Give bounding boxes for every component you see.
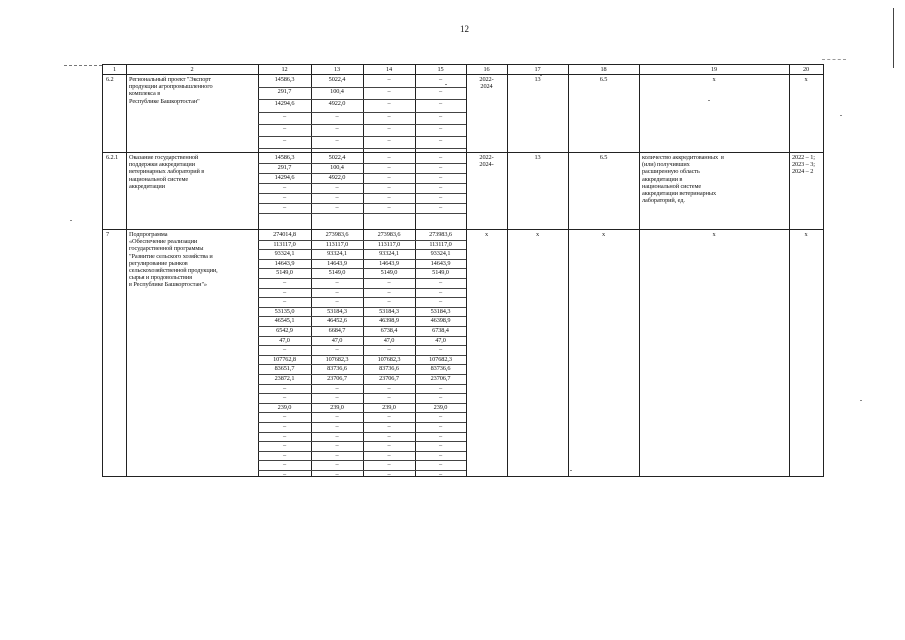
cell-c17: 13 xyxy=(534,76,541,83)
header-cell: 13 xyxy=(333,66,341,73)
value-cell: 113117,0 xyxy=(377,240,401,248)
scan-speck xyxy=(70,220,72,221)
value-cell: – xyxy=(438,288,443,296)
value-cell: – xyxy=(335,471,339,478)
value-cell: – xyxy=(335,423,339,430)
value-cell: 273983,6 xyxy=(377,231,401,238)
value-cell: – xyxy=(282,279,287,286)
value-cell: – xyxy=(282,384,287,392)
value-cell: 23872,1 xyxy=(274,375,295,382)
value-cell: – xyxy=(335,384,339,392)
value-cell: – xyxy=(335,442,339,450)
value-cell: – xyxy=(335,137,339,144)
value-cell: – xyxy=(387,154,391,161)
value-cell: 93324,1 xyxy=(430,250,451,258)
header-cell: 19 xyxy=(710,66,718,73)
cell-c17: х xyxy=(535,231,540,238)
value-cell: 14294,6 xyxy=(274,174,295,181)
value-cell: 239,0 xyxy=(433,403,448,411)
value-cell: – xyxy=(387,76,391,83)
cell-c18: х xyxy=(601,231,606,238)
row-separator xyxy=(103,229,823,230)
value-cell: – xyxy=(282,298,287,306)
value-cell: 100,4 xyxy=(330,164,344,171)
value-cell: 47,0 xyxy=(331,336,343,344)
scan-dash-right xyxy=(822,59,846,60)
value-cell: – xyxy=(282,346,287,354)
value-cell: – xyxy=(387,442,391,450)
value-cell: – xyxy=(438,174,443,181)
value-cell: 239,0 xyxy=(382,403,396,411)
value-cell: 14643,9 xyxy=(430,259,451,267)
scan-speck xyxy=(540,75,542,76)
row-separator xyxy=(103,152,823,153)
row-number: 6.2 xyxy=(106,76,114,83)
header-bottom-line xyxy=(103,74,823,75)
value-cell: – xyxy=(387,432,391,440)
value-cell: – xyxy=(438,164,443,171)
subrow-line xyxy=(258,213,466,214)
value-cell: – xyxy=(282,204,287,211)
value-cell: – xyxy=(438,184,443,191)
value-cell: – xyxy=(387,451,391,459)
value-cell: 47,0 xyxy=(383,336,395,344)
value-cell: 107762,8 xyxy=(273,355,296,363)
value-cell: 239,0 xyxy=(330,403,344,411)
value-cell: 83651,7 xyxy=(274,365,295,373)
header-cell: 1 xyxy=(112,66,117,73)
value-cell: 14586,3 xyxy=(274,154,295,161)
value-cell: 14643,9 xyxy=(379,259,399,267)
value-cell: – xyxy=(335,394,339,402)
value-cell: – xyxy=(438,346,443,354)
value-cell: – xyxy=(387,394,391,402)
header-cell: 15 xyxy=(437,66,444,73)
value-cell: 100,4 xyxy=(330,88,344,96)
value-cell: 273983,6 xyxy=(429,231,452,238)
value-cell: 274014,8 xyxy=(273,231,296,238)
value-cell: – xyxy=(387,298,391,306)
value-cell: 273983,6 xyxy=(325,231,349,238)
header-cell: 17 xyxy=(534,66,541,73)
value-cell: – xyxy=(335,194,339,201)
scan-edge-mark xyxy=(893,8,894,68)
value-cell: – xyxy=(335,204,339,211)
value-cell: 239,0 xyxy=(277,403,292,411)
value-cell: – xyxy=(438,413,443,421)
value-cell: – xyxy=(438,394,443,402)
value-cell: 47,0 xyxy=(435,336,446,344)
cell-c17: 13 xyxy=(534,154,541,161)
cell-c19: количество аккредитованных в (или) получивших расширенную область аккредитации в национальной системе аккредитации ветеринарных лабораторий, ед. xyxy=(642,154,724,205)
cell-c16: 2022- 2024 xyxy=(479,76,494,91)
header-cell: 20 xyxy=(802,66,810,73)
value-cell: 93324,1 xyxy=(274,250,295,258)
column-line xyxy=(507,65,508,477)
row-title: Региональный проект "Экспорт продукции агропромышленного комплекса в Республике Башкортостан" xyxy=(129,76,213,105)
column-line xyxy=(639,65,640,477)
value-cell: – xyxy=(438,298,443,306)
value-cell: – xyxy=(282,112,287,120)
value-cell: 83736,6 xyxy=(327,365,347,373)
column-line xyxy=(126,65,127,477)
header-cell: 2 xyxy=(190,66,194,73)
value-cell: 291,7 xyxy=(277,88,292,96)
value-cell: – xyxy=(438,112,443,120)
value-cell: 5022,4 xyxy=(328,76,346,83)
column-line xyxy=(466,65,467,477)
cell-c16: х xyxy=(484,231,489,238)
value-cell: – xyxy=(387,88,391,96)
value-cell: 53184,3 xyxy=(379,307,399,315)
value-cell: – xyxy=(387,112,391,120)
cell-c18: 6.5 xyxy=(599,76,608,83)
value-cell: – xyxy=(438,451,443,459)
value-cell: 23706,7 xyxy=(379,375,399,382)
value-cell: 113117,0 xyxy=(273,240,296,248)
value-cell: 46452,6 xyxy=(327,317,347,325)
value-cell: 53184,3 xyxy=(327,307,347,315)
value-cell: – xyxy=(438,204,443,211)
value-cell: – xyxy=(387,384,391,392)
value-cell: – xyxy=(282,124,287,132)
value-cell: – xyxy=(282,451,287,459)
page-number: 12 xyxy=(460,24,469,34)
value-cell: 6738,4 xyxy=(432,327,449,334)
value-cell: – xyxy=(282,432,287,440)
header-cell: 14 xyxy=(385,66,393,73)
value-cell: – xyxy=(335,124,339,132)
scan-dash-left xyxy=(64,65,102,66)
value-cell: – xyxy=(438,194,443,201)
value-cell: – xyxy=(335,184,339,191)
value-cell: – xyxy=(438,384,443,392)
value-cell: – xyxy=(387,288,391,296)
value-cell: – xyxy=(335,279,339,286)
value-cell: 46545,1 xyxy=(274,317,295,325)
value-cell: 14643,9 xyxy=(274,259,295,267)
value-cell: – xyxy=(335,413,339,421)
value-cell: – xyxy=(282,423,287,430)
value-cell: – xyxy=(438,442,443,450)
value-cell: 46398,9 xyxy=(430,317,451,325)
value-cell: – xyxy=(387,279,391,286)
value-cell: – xyxy=(387,137,391,144)
value-cell: – xyxy=(282,137,287,144)
value-cell: – xyxy=(335,346,339,354)
cell-c16: 2022- 2024- xyxy=(479,154,494,169)
column-line xyxy=(789,65,790,477)
value-cell: 23706,7 xyxy=(430,375,451,382)
value-cell: 14586,3 xyxy=(274,76,295,83)
value-cell: – xyxy=(438,100,443,108)
value-cell: – xyxy=(387,164,391,171)
value-cell: 53184,3 xyxy=(430,307,451,315)
value-cell: – xyxy=(282,471,287,478)
value-cell: – xyxy=(387,461,391,469)
value-cell: – xyxy=(438,279,443,286)
value-cell: – xyxy=(282,184,287,191)
value-cell: – xyxy=(438,154,443,161)
value-cell: – xyxy=(335,298,339,306)
value-cell: – xyxy=(282,413,287,421)
cell-c18: 6.5 xyxy=(599,154,608,161)
value-cell: 46398,9 xyxy=(379,317,399,325)
cell-c19: х xyxy=(712,231,716,238)
value-cell: – xyxy=(438,124,443,132)
value-cell: – xyxy=(387,100,391,108)
scan-speck xyxy=(708,100,710,101)
budget-table xyxy=(102,64,824,477)
scan-speck xyxy=(570,470,572,471)
value-cell: 4922,0 xyxy=(328,174,346,181)
value-cell: – xyxy=(387,204,391,211)
value-cell: – xyxy=(387,124,391,132)
header-cell: 12 xyxy=(281,66,288,73)
value-cell: 23706,7 xyxy=(327,375,347,382)
value-cell: 113117,0 xyxy=(325,240,349,248)
value-cell: – xyxy=(387,423,391,430)
column-line xyxy=(568,65,569,477)
value-cell: 83736,6 xyxy=(430,365,451,373)
value-cell: – xyxy=(387,184,391,191)
value-cell: – xyxy=(282,194,287,201)
value-cell: 291,7 xyxy=(277,164,292,171)
value-cell: – xyxy=(335,461,339,469)
header-cell: 18 xyxy=(600,66,607,73)
value-cell: – xyxy=(438,88,443,96)
value-cell: – xyxy=(387,471,391,478)
value-cell: – xyxy=(282,394,287,402)
value-cell: 93324,1 xyxy=(379,250,399,258)
value-cell: – xyxy=(387,194,391,201)
value-cell: – xyxy=(335,451,339,459)
value-cell: 14294,6 xyxy=(274,100,295,108)
value-cell: – xyxy=(438,423,443,430)
value-cell: – xyxy=(438,76,443,83)
value-cell: 5149,0 xyxy=(380,269,398,277)
cell-c20: х xyxy=(804,231,808,238)
value-cell: – xyxy=(335,288,339,296)
cell-c20: 2022 – 1; 2023 – 3; 2024 – 2 xyxy=(792,154,815,176)
header-cell: 16 xyxy=(483,66,490,73)
value-cell: 47,0 xyxy=(279,336,290,344)
value-cell: – xyxy=(438,471,443,478)
value-cell: 5022,4 xyxy=(328,154,346,161)
value-cell: – xyxy=(335,432,339,440)
value-cell: 93324,1 xyxy=(327,250,347,258)
value-cell: – xyxy=(282,442,287,450)
value-cell: – xyxy=(438,137,443,144)
value-cell: 5149,0 xyxy=(432,269,449,277)
value-cell: – xyxy=(387,174,391,181)
value-cell: 113117,0 xyxy=(429,240,452,248)
value-cell: – xyxy=(282,461,287,469)
cell-c19: х xyxy=(712,76,716,83)
scan-speck xyxy=(445,84,447,85)
subrow-line xyxy=(258,148,466,149)
value-cell: – xyxy=(387,413,391,421)
row-number: 6.2.1 xyxy=(106,154,119,161)
value-cell: 14643,9 xyxy=(327,259,347,267)
row-title: Оказание государственной поддержки аккредитации ветеринарных лабораторий в национальной системе аккредитации xyxy=(129,154,205,190)
value-cell: – xyxy=(438,432,443,440)
scan-speck xyxy=(860,400,862,401)
value-cell: – xyxy=(387,346,391,354)
value-cell: – xyxy=(438,461,443,469)
value-cell: 53135,0 xyxy=(274,307,295,315)
value-cell: 107682,3 xyxy=(429,355,452,363)
value-cell: 4922,0 xyxy=(328,100,346,108)
value-cell: 6542,9 xyxy=(276,327,293,334)
value-cell: 6684,7 xyxy=(328,327,346,334)
value-cell: 107682,3 xyxy=(377,355,401,363)
value-cell: 5149,0 xyxy=(276,269,293,277)
row-title: Подпрограмма «Обеспечение реализации государственной программы "Развитие сельского хозяйства и регулирование рынков сельскохозяйственной продукции, сырья и продовольствия в Республике Башкортостан"» xyxy=(129,231,218,289)
value-cell: 83736,6 xyxy=(379,365,399,373)
value-cell: – xyxy=(282,288,287,296)
value-cell: 6738,4 xyxy=(380,327,398,334)
cell-c20: х xyxy=(804,76,808,83)
value-cell: 5149,0 xyxy=(328,269,346,277)
value-cell: 107682,3 xyxy=(325,355,349,363)
value-cell: – xyxy=(335,112,339,120)
scan-speck xyxy=(840,115,842,116)
row-number: 7 xyxy=(106,231,110,238)
